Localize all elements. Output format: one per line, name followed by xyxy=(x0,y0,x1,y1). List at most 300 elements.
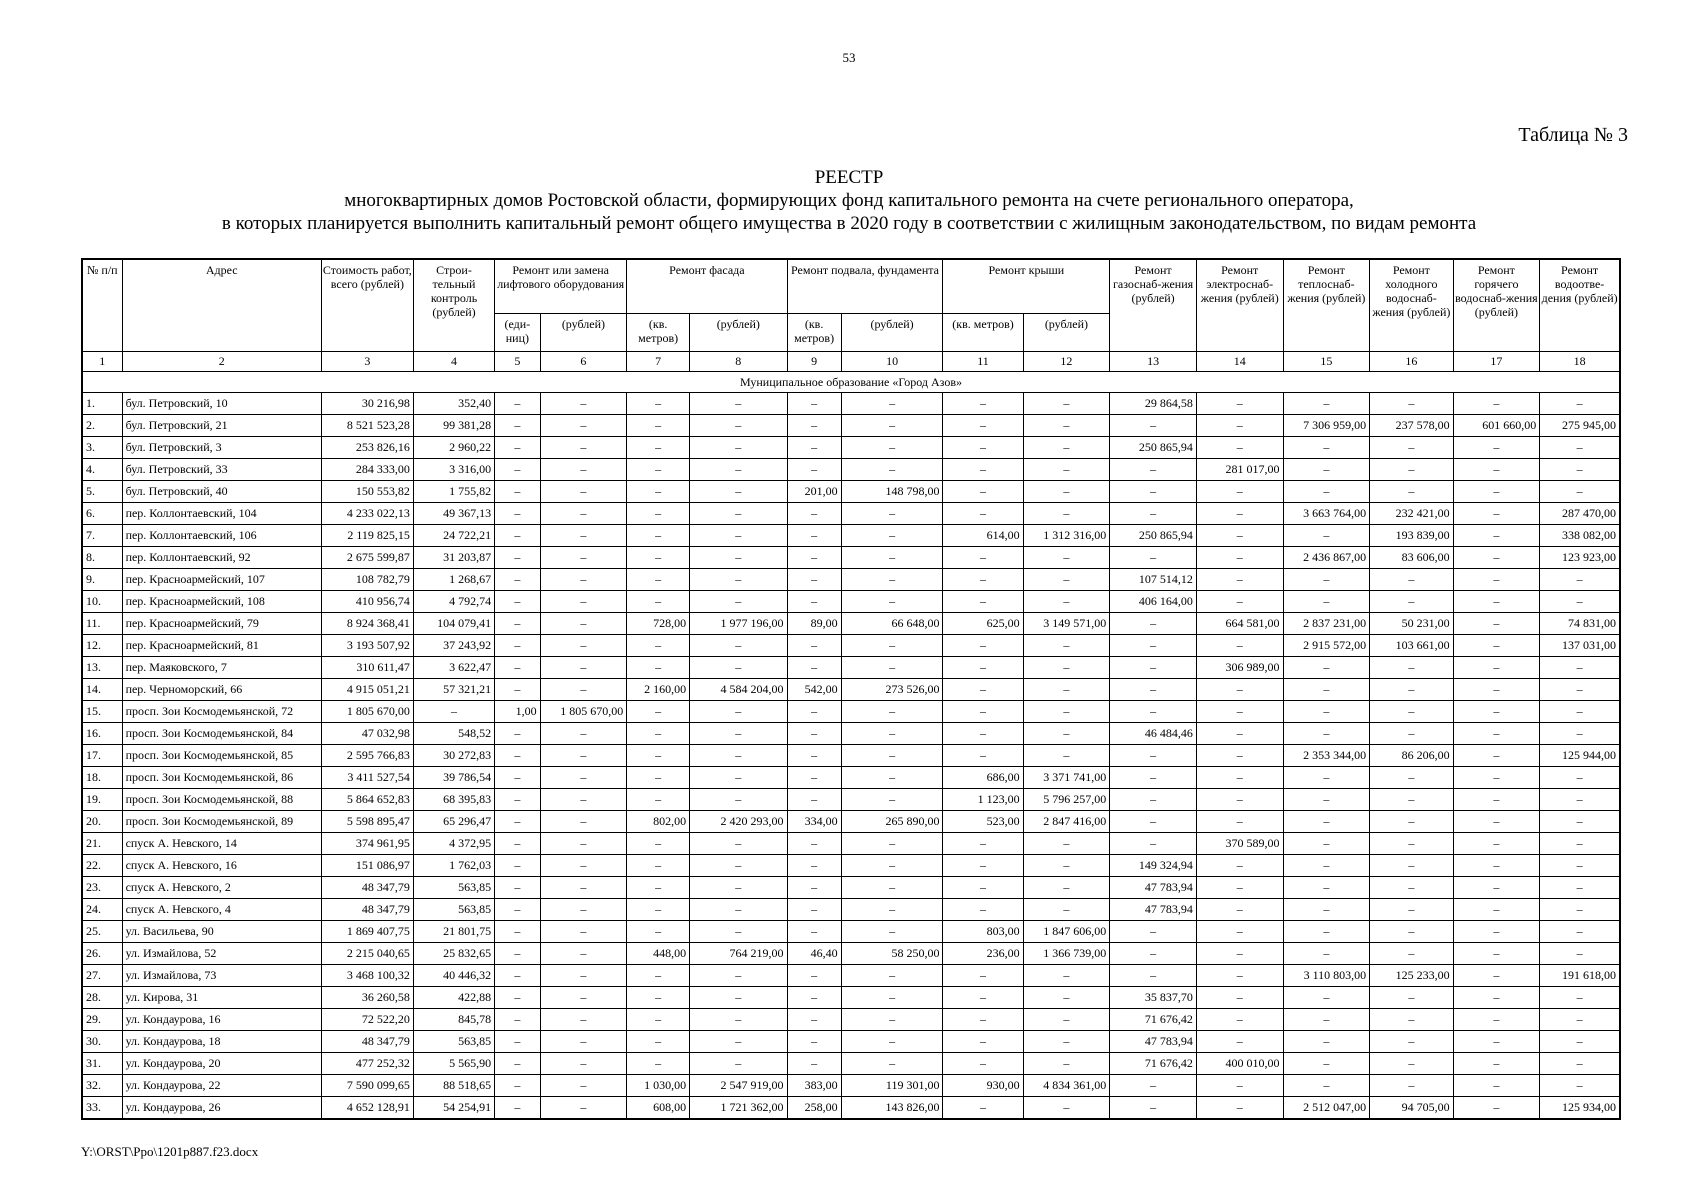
value-cell: – xyxy=(787,1009,841,1031)
column-number: 8 xyxy=(690,352,787,372)
value-cell: 410 956,74 xyxy=(321,591,413,613)
value-cell: – xyxy=(540,393,627,415)
value-cell: – xyxy=(495,1031,540,1053)
value-cell: 4 233 022,13 xyxy=(321,503,413,525)
value-cell: 5 598 895,47 xyxy=(321,811,413,833)
value-cell: 65 296,47 xyxy=(413,811,494,833)
value-cell: 148 798,00 xyxy=(841,481,943,503)
table-row xyxy=(82,393,1620,415)
value-cell: – xyxy=(1196,1031,1283,1053)
column-number: 2 xyxy=(122,352,321,372)
value-cell: – xyxy=(1540,1075,1620,1097)
value-cell: – xyxy=(943,547,1023,569)
value-cell: – xyxy=(1540,591,1620,613)
value-cell: 664 581,00 xyxy=(1196,613,1283,635)
value-cell: – xyxy=(540,613,627,635)
value-cell: 275 945,00 xyxy=(1540,415,1620,437)
table-row xyxy=(82,525,1620,547)
value-cell: 374 961,95 xyxy=(321,833,413,855)
value-cell: – xyxy=(943,1009,1023,1031)
value-cell: 193 839,00 xyxy=(1370,525,1453,547)
value-cell: 57 321,21 xyxy=(413,679,494,701)
value-cell: – xyxy=(1023,459,1110,481)
value-cell: 3 316,00 xyxy=(413,459,494,481)
value-cell: – xyxy=(1370,679,1453,701)
value-cell: – xyxy=(1023,987,1110,1009)
row-number: 18. xyxy=(82,767,122,789)
value-cell: – xyxy=(627,459,690,481)
row-number: 33. xyxy=(82,1097,122,1120)
row-number: 23. xyxy=(82,877,122,899)
value-cell: – xyxy=(841,591,943,613)
value-cell: – xyxy=(1370,899,1453,921)
value-cell: – xyxy=(1283,789,1370,811)
value-cell: 151 086,97 xyxy=(321,855,413,877)
value-cell: 31 203,87 xyxy=(413,547,494,569)
value-cell: 1 030,00 xyxy=(627,1075,690,1097)
value-cell: 306 989,00 xyxy=(1196,657,1283,679)
value-cell: – xyxy=(1196,789,1283,811)
value-cell: 71 676,42 xyxy=(1110,1009,1197,1031)
value-cell: – xyxy=(943,679,1023,701)
value-cell: – xyxy=(495,965,540,987)
value-cell: – xyxy=(1540,723,1620,745)
row-number: 15. xyxy=(82,701,122,723)
value-cell: – xyxy=(1453,1075,1540,1097)
value-cell: – xyxy=(1023,569,1110,591)
value-cell: 1 268,67 xyxy=(413,569,494,591)
value-cell: – xyxy=(943,1097,1023,1120)
table-row xyxy=(82,591,1620,613)
value-cell: – xyxy=(495,943,540,965)
value-cell: 4 915 051,21 xyxy=(321,679,413,701)
address-cell: пер. Красноармейский, 107 xyxy=(122,569,321,591)
address-cell: пер. Коллонтаевский, 106 xyxy=(122,525,321,547)
row-number: 22. xyxy=(82,855,122,877)
value-cell: – xyxy=(1110,701,1197,723)
value-cell: – xyxy=(1023,503,1110,525)
subheader-units: (еди-ниц) xyxy=(495,314,540,352)
value-cell: – xyxy=(627,701,690,723)
value-cell: – xyxy=(690,459,787,481)
value-cell: – xyxy=(943,459,1023,481)
value-cell: – xyxy=(627,877,690,899)
value-cell: – xyxy=(1283,833,1370,855)
address-cell: бул. Петровский, 33 xyxy=(122,459,321,481)
table-row xyxy=(82,987,1620,1009)
value-cell: – xyxy=(627,899,690,921)
value-cell: – xyxy=(841,1009,943,1031)
value-cell: – xyxy=(1196,855,1283,877)
column-number: 5 xyxy=(495,352,540,372)
value-cell: – xyxy=(1370,789,1453,811)
value-cell: – xyxy=(841,415,943,437)
column-number: 9 xyxy=(787,352,841,372)
address-cell: просп. Зои Космодемьянской, 86 xyxy=(122,767,321,789)
table-row xyxy=(82,1097,1620,1120)
value-cell: – xyxy=(841,1053,943,1075)
table-row xyxy=(82,459,1620,481)
value-cell: 614,00 xyxy=(943,525,1023,547)
value-cell: – xyxy=(413,701,494,723)
subheader-sqm: (кв. метров) xyxy=(787,314,841,352)
value-cell: – xyxy=(787,833,841,855)
value-cell: – xyxy=(841,437,943,459)
value-cell: – xyxy=(540,503,627,525)
column-number: 14 xyxy=(1196,352,1283,372)
value-cell: 47 783,94 xyxy=(1110,899,1197,921)
value-cell: 1 755,82 xyxy=(413,481,494,503)
table-row xyxy=(82,437,1620,459)
row-number: 8. xyxy=(82,547,122,569)
value-cell: – xyxy=(1023,635,1110,657)
value-cell: – xyxy=(1196,943,1283,965)
title-line-1: РЕЕСТР xyxy=(814,167,884,188)
value-cell: – xyxy=(540,1075,627,1097)
value-cell: – xyxy=(1110,745,1197,767)
value-cell: 2 512 047,00 xyxy=(1283,1097,1370,1120)
address-cell: просп. Зои Космодемьянской, 89 xyxy=(122,811,321,833)
value-cell: 3 110 803,00 xyxy=(1283,965,1370,987)
header-cold-water: Ремонт холодного водоснаб-жения (рублей) xyxy=(1370,259,1453,352)
value-cell: 477 252,32 xyxy=(321,1053,413,1075)
value-cell: – xyxy=(1453,877,1540,899)
value-cell: – xyxy=(1023,1097,1110,1120)
section-title: Муниципальное образование «Город Азов» xyxy=(82,372,1620,393)
value-cell: – xyxy=(495,987,540,1009)
address-cell: просп. Зои Космодемьянской, 88 xyxy=(122,789,321,811)
value-cell: – xyxy=(1370,833,1453,855)
value-cell: – xyxy=(1196,437,1283,459)
value-cell: 48 347,79 xyxy=(321,877,413,899)
value-cell: 601 660,00 xyxy=(1453,415,1540,437)
value-cell: 1 762,03 xyxy=(413,855,494,877)
value-cell: – xyxy=(1023,393,1110,415)
value-cell: – xyxy=(943,591,1023,613)
value-cell: – xyxy=(540,679,627,701)
value-cell: – xyxy=(1196,547,1283,569)
value-cell: – xyxy=(1540,1031,1620,1053)
row-number: 7. xyxy=(82,525,122,547)
value-cell: – xyxy=(540,855,627,877)
address-cell: просп. Зои Космодемьянской, 72 xyxy=(122,701,321,723)
value-cell: 2 436 867,00 xyxy=(1283,547,1370,569)
column-number: 4 xyxy=(413,352,494,372)
address-cell: ул. Измайлова, 52 xyxy=(122,943,321,965)
value-cell: – xyxy=(841,833,943,855)
value-cell: – xyxy=(690,415,787,437)
value-cell: 383,00 xyxy=(787,1075,841,1097)
value-cell: – xyxy=(1283,1053,1370,1075)
value-cell: 125 944,00 xyxy=(1540,745,1620,767)
value-cell: – xyxy=(690,833,787,855)
table-row xyxy=(82,811,1620,833)
value-cell: 232 421,00 xyxy=(1370,503,1453,525)
value-cell: 406 164,00 xyxy=(1110,591,1197,613)
value-cell: – xyxy=(841,987,943,1009)
table-row xyxy=(82,613,1620,635)
value-cell: – xyxy=(495,437,540,459)
value-cell: – xyxy=(1453,745,1540,767)
value-cell: 103 661,00 xyxy=(1370,635,1453,657)
value-cell: – xyxy=(627,833,690,855)
value-cell: – xyxy=(1283,943,1370,965)
value-cell: – xyxy=(1283,811,1370,833)
value-cell: 86 206,00 xyxy=(1370,745,1453,767)
subheader-sqm: (кв. метров) xyxy=(627,314,690,352)
value-cell: 2 160,00 xyxy=(627,679,690,701)
value-cell: – xyxy=(787,965,841,987)
header-electric: Ремонт электроснаб-жения (рублей) xyxy=(1196,259,1283,352)
value-cell: 273 526,00 xyxy=(841,679,943,701)
header-cost: Стоимость работ, всего (рублей) xyxy=(321,259,413,352)
value-cell: – xyxy=(1110,657,1197,679)
value-cell: – xyxy=(495,393,540,415)
value-cell: – xyxy=(1540,569,1620,591)
row-number: 1. xyxy=(82,393,122,415)
value-cell: – xyxy=(1453,1097,1540,1120)
value-cell: – xyxy=(1370,591,1453,613)
value-cell: 287 470,00 xyxy=(1540,503,1620,525)
value-cell: – xyxy=(1023,855,1110,877)
value-cell: – xyxy=(1023,591,1110,613)
table-row xyxy=(82,789,1620,811)
value-cell: – xyxy=(1453,569,1540,591)
value-cell: – xyxy=(627,481,690,503)
value-cell: – xyxy=(540,833,627,855)
value-cell: – xyxy=(495,877,540,899)
header-control: Строи-тельный контроль (рублей) xyxy=(413,259,494,352)
value-cell: – xyxy=(1540,437,1620,459)
value-cell: 7 306 959,00 xyxy=(1283,415,1370,437)
value-cell: 83 606,00 xyxy=(1370,547,1453,569)
value-cell: – xyxy=(540,525,627,547)
value-cell: – xyxy=(1023,745,1110,767)
value-cell: – xyxy=(1023,701,1110,723)
value-cell: – xyxy=(841,393,943,415)
value-cell: – xyxy=(1283,679,1370,701)
address-cell: пер. Коллонтаевский, 104 xyxy=(122,503,321,525)
value-cell: 71 676,42 xyxy=(1110,1053,1197,1075)
value-cell: – xyxy=(1453,855,1540,877)
value-cell: – xyxy=(690,437,787,459)
value-cell: – xyxy=(1196,921,1283,943)
value-cell: 3 371 741,00 xyxy=(1023,767,1110,789)
value-cell: – xyxy=(787,723,841,745)
value-cell: 608,00 xyxy=(627,1097,690,1120)
row-number: 20. xyxy=(82,811,122,833)
value-cell: – xyxy=(943,833,1023,855)
value-cell: – xyxy=(540,635,627,657)
value-cell: – xyxy=(943,415,1023,437)
value-cell: – xyxy=(495,679,540,701)
value-cell: – xyxy=(1196,1075,1283,1097)
value-cell: – xyxy=(495,1097,540,1120)
row-number: 13. xyxy=(82,657,122,679)
value-cell: – xyxy=(540,811,627,833)
value-cell: – xyxy=(841,767,943,789)
value-cell: 1 847 606,00 xyxy=(1023,921,1110,943)
value-cell: – xyxy=(627,437,690,459)
value-cell: 728,00 xyxy=(627,613,690,635)
value-cell: – xyxy=(1540,921,1620,943)
value-cell: – xyxy=(787,459,841,481)
value-cell: – xyxy=(627,789,690,811)
value-cell: 845,78 xyxy=(413,1009,494,1031)
value-cell: – xyxy=(495,657,540,679)
value-cell: – xyxy=(1110,833,1197,855)
value-cell: – xyxy=(1196,745,1283,767)
address-cell: бул. Петровский, 40 xyxy=(122,481,321,503)
value-cell: – xyxy=(1196,635,1283,657)
value-cell: – xyxy=(1023,415,1110,437)
value-cell: – xyxy=(1540,459,1620,481)
value-cell: – xyxy=(540,1053,627,1075)
value-cell: – xyxy=(943,877,1023,899)
table-row xyxy=(82,833,1620,855)
title-line-3: в которых планируется выполнить капитальный ремонт общего имущества в 2020 году в соответствии с жилищным законодательством, по видам ремонта xyxy=(221,213,1477,234)
value-cell: – xyxy=(495,745,540,767)
value-cell: 563,85 xyxy=(413,877,494,899)
value-cell: – xyxy=(1283,1075,1370,1097)
column-number: 15 xyxy=(1283,352,1370,372)
value-cell: – xyxy=(1110,1075,1197,1097)
address-cell: спуск А. Невского, 16 xyxy=(122,855,321,877)
value-cell: – xyxy=(1283,701,1370,723)
value-cell: – xyxy=(1196,811,1283,833)
value-cell: – xyxy=(1370,855,1453,877)
value-cell: – xyxy=(495,635,540,657)
value-cell: – xyxy=(540,547,627,569)
value-cell: – xyxy=(841,723,943,745)
value-cell: – xyxy=(540,745,627,767)
value-cell: – xyxy=(495,767,540,789)
row-number: 19. xyxy=(82,789,122,811)
value-cell: 2 119 825,15 xyxy=(321,525,413,547)
value-cell: – xyxy=(1453,723,1540,745)
value-cell: – xyxy=(1540,657,1620,679)
value-cell: – xyxy=(627,987,690,1009)
value-cell: – xyxy=(495,789,540,811)
address-cell: бул. Петровский, 21 xyxy=(122,415,321,437)
value-cell: 3 411 527,54 xyxy=(321,767,413,789)
value-cell: – xyxy=(787,1031,841,1053)
value-cell: – xyxy=(1453,657,1540,679)
value-cell: – xyxy=(1453,547,1540,569)
value-cell: – xyxy=(1370,1031,1453,1053)
value-cell: – xyxy=(787,921,841,943)
value-cell: – xyxy=(1540,767,1620,789)
value-cell: 2 847 416,00 xyxy=(1023,811,1110,833)
value-cell: – xyxy=(1023,481,1110,503)
value-cell: – xyxy=(1453,459,1540,481)
value-cell: 258,00 xyxy=(787,1097,841,1120)
value-cell: 4 584 204,00 xyxy=(690,679,787,701)
header-heat: Ремонт теплоснаб-жения (рублей) xyxy=(1283,259,1370,352)
value-cell: – xyxy=(495,503,540,525)
value-cell: – xyxy=(495,525,540,547)
value-cell: – xyxy=(1453,921,1540,943)
value-cell: – xyxy=(841,899,943,921)
value-cell: – xyxy=(540,459,627,481)
value-cell: 2 353 344,00 xyxy=(1283,745,1370,767)
value-cell: – xyxy=(495,811,540,833)
value-cell: – xyxy=(943,569,1023,591)
value-cell: 143 826,00 xyxy=(841,1097,943,1120)
value-cell: – xyxy=(627,723,690,745)
value-cell: – xyxy=(540,481,627,503)
value-cell: – xyxy=(787,745,841,767)
row-number: 9. xyxy=(82,569,122,591)
value-cell: 7 590 099,65 xyxy=(321,1075,413,1097)
value-cell: – xyxy=(787,591,841,613)
value-cell: 3 193 507,92 xyxy=(321,635,413,657)
value-cell: 137 031,00 xyxy=(1540,635,1620,657)
value-cell: 334,00 xyxy=(787,811,841,833)
value-cell: – xyxy=(943,393,1023,415)
value-cell: – xyxy=(1540,855,1620,877)
row-number: 2. xyxy=(82,415,122,437)
footer-file-path: Y:\ORST\Ppo\1201p887.f23.docx xyxy=(81,1144,259,1159)
value-cell: 119 301,00 xyxy=(841,1075,943,1097)
column-numbers-row xyxy=(82,352,1620,372)
value-cell: 2 960,22 xyxy=(413,437,494,459)
value-cell: – xyxy=(1453,767,1540,789)
value-cell: – xyxy=(1540,679,1620,701)
value-cell: – xyxy=(540,987,627,1009)
value-cell: 523,00 xyxy=(943,811,1023,833)
row-number: 21. xyxy=(82,833,122,855)
value-cell: 802,00 xyxy=(627,811,690,833)
value-cell: – xyxy=(1110,679,1197,701)
value-cell: – xyxy=(787,987,841,1009)
row-number: 6. xyxy=(82,503,122,525)
value-cell: – xyxy=(787,877,841,899)
column-number: 7 xyxy=(627,352,690,372)
value-cell: – xyxy=(787,635,841,657)
value-cell: – xyxy=(540,921,627,943)
row-number: 11. xyxy=(82,613,122,635)
address-cell: ул. Васильева, 90 xyxy=(122,921,321,943)
document-title xyxy=(0,166,1698,235)
table-row xyxy=(82,547,1620,569)
value-cell: – xyxy=(943,437,1023,459)
value-cell: 1 977 196,00 xyxy=(690,613,787,635)
value-cell: – xyxy=(627,1031,690,1053)
value-cell: – xyxy=(1283,855,1370,877)
table-row xyxy=(82,701,1620,723)
column-number: 3 xyxy=(321,352,413,372)
address-cell: просп. Зои Космодемьянской, 84 xyxy=(122,723,321,745)
value-cell: 191 618,00 xyxy=(1540,965,1620,987)
value-cell: 68 395,83 xyxy=(413,789,494,811)
value-cell: – xyxy=(1540,393,1620,415)
value-cell: – xyxy=(1370,987,1453,1009)
value-cell: – xyxy=(1196,987,1283,1009)
value-cell: – xyxy=(1283,921,1370,943)
value-cell: – xyxy=(841,701,943,723)
value-cell: 37 243,92 xyxy=(413,635,494,657)
value-cell: – xyxy=(540,415,627,437)
row-number: 30. xyxy=(82,1031,122,1053)
value-cell: 8 521 523,28 xyxy=(321,415,413,437)
value-cell: – xyxy=(1370,811,1453,833)
table-row xyxy=(82,1053,1620,1075)
address-cell: ул. Кондаурова, 16 xyxy=(122,1009,321,1031)
value-cell: – xyxy=(627,525,690,547)
value-cell: 764 219,00 xyxy=(690,943,787,965)
value-cell: – xyxy=(540,723,627,745)
